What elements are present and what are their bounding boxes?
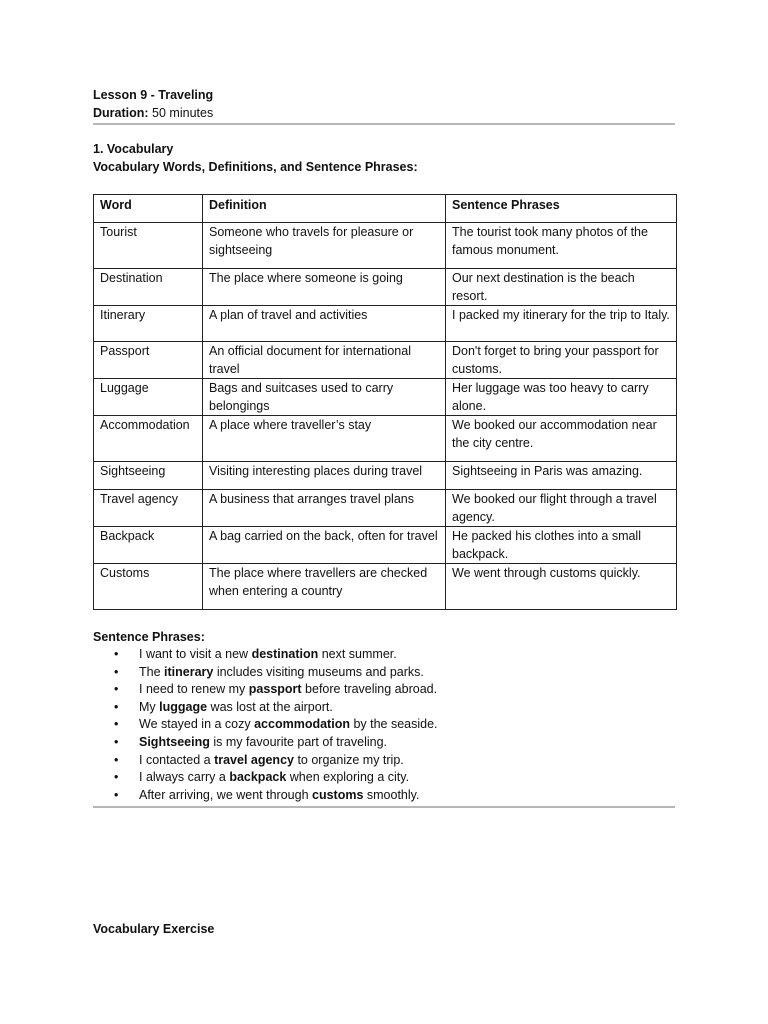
list-item [93,699,675,717]
duration-label: Duration: [93,106,149,120]
duration-line [93,104,675,122]
phrase-text: includes visiting museums and parks. [213,664,424,679]
section-divider [93,806,675,808]
word-cell: Passport [94,342,203,379]
table-row [94,223,677,269]
word-cell: Accommodation [94,416,203,462]
phrase-keyword: itinerary [164,664,214,679]
phrase-text: next summer. [318,647,397,661]
list-item [93,787,675,805]
word-cell: Travel agency [94,490,203,527]
phrase-cell: He packed his clothes into a small backpack. [446,527,677,564]
phrase-text: After arriving, we went through [139,787,312,802]
phrase-cell: I packed my itinerary for the trip to Italy. [446,306,677,342]
word-cell: Customs [94,564,203,610]
table-row [94,462,677,490]
bullet-icon: • [114,699,119,714]
phrase-text: We stayed in a cozy [139,717,255,732]
phrase-text: before traveling abroad. [301,682,438,697]
table-row [94,306,677,342]
phrase-cell: We went through customs quickly. [446,564,677,610]
table-row [94,342,677,379]
bullet-icon: • [114,647,119,661]
bullet-icon: • [114,717,119,732]
bullet-icon: • [114,752,119,767]
phrase-text: by the seaside. [349,717,438,732]
lesson-title: Lesson 9 - Traveling [93,88,214,102]
phrase-text: smoothly. [363,787,420,802]
phrase-cell: Her luggage was too heavy to carry alone. [446,379,677,416]
column-header-word: Word [94,195,203,223]
definition-cell: Bags and suitcases used to carry belongings [203,379,446,416]
table-row [94,527,677,564]
section-heading: 1. Vocabulary [93,142,174,156]
phrase-text: is my favourite part of traveling. [209,734,387,749]
list-item [93,752,675,770]
phrase-text: I always carry a [139,770,230,785]
phrase-keyword: accommodation [254,717,350,732]
bullet-icon: • [114,770,119,785]
table-header-row [94,195,677,223]
bullet-icon: • [114,787,119,802]
phrase-keyword: Sightseeing [139,734,210,749]
list-item [93,646,675,664]
bullet-icon: • [114,682,119,697]
phrase-text: was lost at the airport. [207,699,333,714]
exercise-title: Vocabulary Exercise [93,922,215,936]
sentence-phrases-title: Sentence Phrases: [93,630,205,644]
bullet-icon: • [114,664,119,679]
bullet-icon: • [114,734,119,749]
definition-cell: An official document for international travel [203,342,446,379]
phrase-text: I need to renew my [139,682,249,697]
word-cell: Sightseeing [94,462,203,490]
phrase-text: The [139,664,165,679]
table-row [94,564,677,610]
phrase-cell: The tourist took many photos of the famous monument. [446,223,677,269]
column-header-sentence-phrases: Sentence Phrases [446,195,677,223]
phrase-cell: We booked our flight through a travel agency. [446,490,677,527]
sentence-phrases-list [93,646,675,804]
phrase-cell: We booked our accommodation near the city centre. [446,416,677,462]
definition-cell: Visiting interesting places during travel [203,462,446,490]
definition-cell: Someone who travels for pleasure or sightseeing [203,223,446,269]
definition-cell: A bag carried on the back, often for travel [203,527,446,564]
table-row [94,490,677,527]
word-cell: Itinerary [94,306,203,342]
table-row [94,416,677,462]
word-cell: Backpack [94,527,203,564]
phrase-text: My [139,699,160,714]
definition-cell: The place where travellers are checked when entering a country [203,564,446,610]
definition-cell: A business that arranges travel plans [203,490,446,527]
table-row [94,269,677,306]
phrase-keyword: luggage [159,699,208,714]
table-row [94,379,677,416]
definition-cell: The place where someone is going [203,269,446,306]
vocabulary-table [93,194,677,610]
column-header-definition: Definition [203,195,446,223]
duration-value: 50 minutes [152,106,214,120]
phrase-cell: Don't forget to bring your passport for customs. [446,342,677,379]
phrase-text: I contacted a [139,752,215,767]
list-item [93,716,675,734]
header-divider [93,123,675,125]
phrase-cell: Our next destination is the beach resort. [446,269,677,306]
definition-cell: A place where traveller’s stay [203,416,446,462]
phrase-text: to organize my trip. [293,752,404,767]
word-cell: Tourist [94,223,203,269]
list-item [93,664,675,682]
phrase-keyword: customs [312,787,364,802]
definition-cell: A plan of travel and activities [203,306,446,342]
lesson-page [93,86,675,808]
phrase-keyword: travel agency [214,752,294,767]
phrase-text: I want to visit a new [139,647,252,661]
phrase-cell: Sightseeing in Paris was amazing. [446,462,677,490]
list-item [93,681,675,699]
list-item [93,734,675,752]
word-cell: Luggage [94,379,203,416]
phrase-text: when exploring a city. [286,770,410,785]
phrase-keyword: backpack [229,770,287,785]
word-cell: Destination [94,269,203,306]
phrase-keyword: passport [248,682,302,697]
section-subheading: Vocabulary Words, Definitions, and Sentence Phrases: [93,160,418,174]
phrase-keyword: destination [251,647,319,661]
list-item [93,769,675,787]
